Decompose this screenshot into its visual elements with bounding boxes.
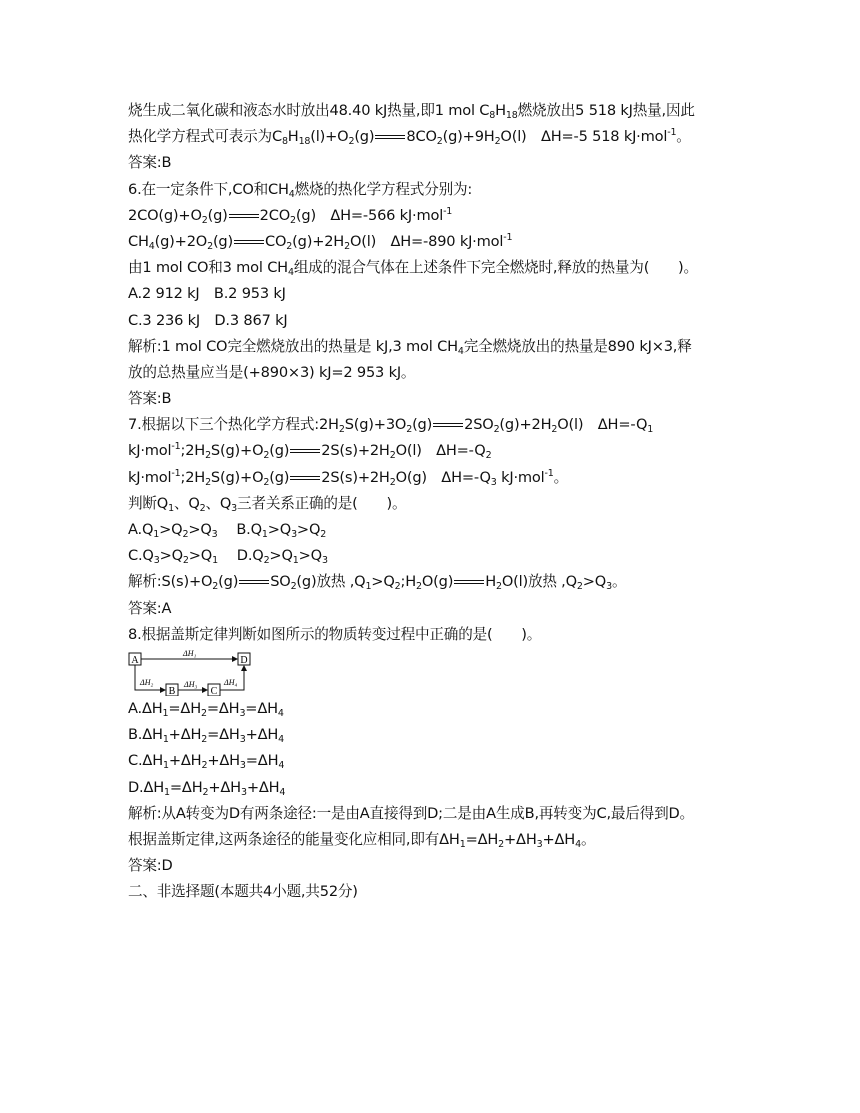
equation-line: $kJ\cdot mol^{-1};2H_2S(g)+O_2(g)$ $2S(s)+2H_2O(l)$ $\Delta H=-Q_2$ [128, 441, 492, 462]
answer-line: 答案:A [128, 599, 172, 617]
equals-sign [375, 132, 405, 142]
equals-sign [229, 211, 259, 221]
equation-line: $CH_4(g)+2O_2(g)$ $CO_2(g)+2H_2O(l)$ ΔH=-890 kJ·mol$^{-1}$ [128, 231, 513, 252]
equals-sign [290, 446, 320, 456]
option-line: $B.\Delta H_1+\Delta H_2=\Delta H_3+\Delta H_4$ [128, 726, 285, 746]
equation-line: $kJ\cdot mol^{-1};2H_2S(g)+O_2(g)$ $2S(s)+2H_2O(g)$ $\Delta H=-Q_3$ kJ·mol$^{-1}$。 [128, 467, 568, 488]
dh1-label: ΔH₁ [183, 648, 197, 658]
dh2-label: ΔH₂ [140, 677, 154, 687]
analysis-line: 放的总热量应当是(+890×3) kJ=2 953 kJ。 [128, 363, 416, 381]
option-line: C.3 236 kJ D.3 867 kJ [128, 311, 288, 329]
answer-line: 答案:D [128, 857, 173, 875]
hess-law-diagram [128, 648, 748, 696]
node-c-label: C [210, 685, 218, 696]
diagram-svg [128, 648, 258, 696]
equals-sign [234, 237, 264, 247]
equation-line: $2CO(g)+O_2(g)$ $2CO_2(g)$ ΔH=-566 kJ·mol$^{-1}$ [128, 205, 453, 226]
document-page [128, 98, 748, 905]
section-heading: 二、非选择题(本题共4小题,共52分) [128, 883, 358, 901]
analysis-line: 解析$:S(s)+O_2(g)$ $SO_2(g)$放热 $,Q_1>Q_2;H_2O(g)$ $H_2O(l)$放热 $,Q_2>Q_3$。 [128, 573, 627, 593]
question-stem: 7.根据以下三个热化学方程式$:2H_2S(g)+3O_2(g)$ $2SO_2(g)+2H_2O(l)$ $\Delta H=-Q_1$ [128, 416, 654, 436]
option-line: $C.Q_3>Q_2>Q_1$ $D.Q_2>Q_1>Q_3$ [128, 547, 328, 567]
analysis-line: 解析:1 mol CO完全燃烧放出的热量是 kJ,3 mol $CH_4$完全燃烧放出的热量是890 kJ×3,释 [128, 337, 692, 357]
analysis-line: 根据盖斯定律,这两条途径的能量变化应相同,即有$\Delta H_1=\Delta H_2+\Delta H_3+\Delta H_4$。 [128, 830, 596, 850]
text-line: 热化学方程式可表示为$C_8H_{18}(l)+O_2(g)$ $8CO_2(g)+9H_2O(l)$ ΔH=-5 518 kJ·mol$^{-1}$。 [128, 127, 691, 148]
equals-sign [433, 420, 463, 430]
answer-line: 答案:B [128, 390, 172, 408]
equals-sign [290, 473, 320, 483]
option-line: A.2 912 kJ B.2 953 kJ [128, 285, 286, 303]
question-stem: 8.根据盖斯定律判断如图所示的物质转变过程中正确的是( )。 [128, 625, 542, 643]
text-line: 烧生成二氧化碳和液态水时放出48.40 kJ热量,即1 mol $C_8H_{18}$燃烧放出5 518 kJ热量,因此 [128, 102, 695, 121]
option-line: $A.Q_1>Q_2>Q_3$ $B.Q_1>Q_3>Q_2$ [128, 521, 327, 540]
question-stem: 6.在一定条件下,CO和$CH_4$燃烧的热化学方程式分别为: [128, 180, 473, 200]
option-line: $D.\Delta H_1=\Delta H_2+\Delta H_3+\Delta H_4$ [128, 778, 286, 798]
equals-sign [239, 577, 269, 587]
analysis-line: 解析:从A转变为D有两条途径:一是由A直接得到D;二是由A生成B,再转变为C,最后得到D。 [128, 804, 694, 822]
node-d-label: D [240, 654, 248, 666]
equals-sign [454, 577, 484, 587]
node-b-label: B [168, 685, 176, 696]
dh3-label: ΔH₃ [184, 679, 198, 689]
option-line: $C.\Delta H_1+\Delta H_2+\Delta H_3=\Delta H_4$ [128, 752, 285, 772]
node-a-label: A [131, 654, 139, 666]
answer-line: 答案:B [128, 154, 172, 172]
question-text: 判断$Q_1$、$Q_2$、$Q_3$三者关系正确的是( )。 [128, 494, 407, 514]
option-line: $A.\Delta H_1=\Delta H_2=\Delta H_3=\Delta H_4$ [128, 699, 284, 719]
dh4-label: ΔH₄ [224, 677, 238, 687]
question-stem: 由1 mol CO和3 mol $CH_4$组成的混合气体在上述条件下完全燃烧时,释放的热量为( )。 [128, 259, 698, 279]
